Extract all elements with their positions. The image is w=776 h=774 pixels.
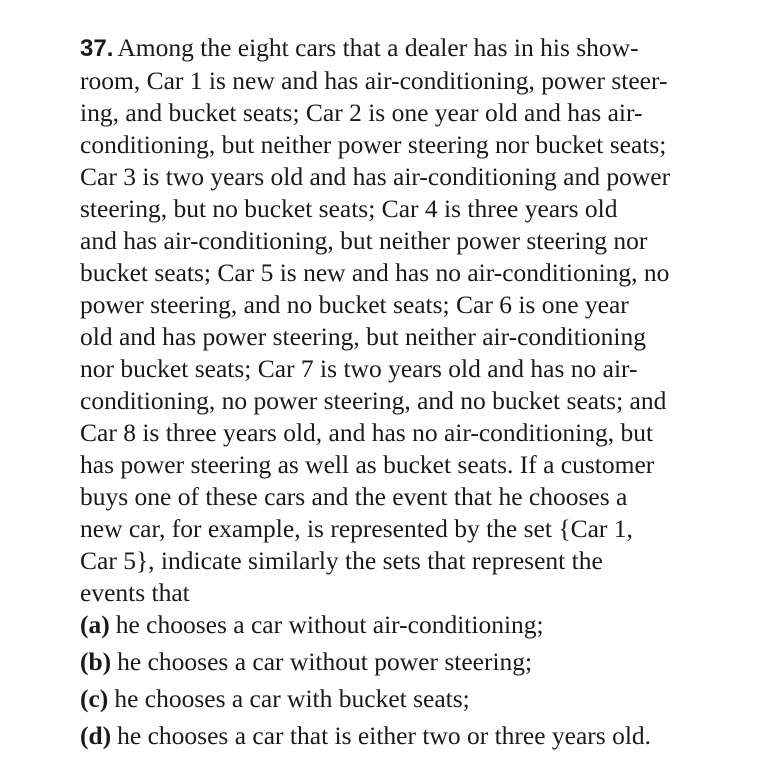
part-b: [80, 646, 762, 678]
statement-line: room, Car 1 is new and has air-conditioning, power steer-: [80, 66, 668, 95]
statement-line: buys one of these cars and the event that he chooses a: [80, 482, 628, 511]
statement-line: has power steering as well as bucket seats. If a customer: [80, 450, 655, 479]
part-c: [80, 683, 762, 715]
part-label: (b): [80, 647, 112, 676]
problem-block: [80, 32, 762, 752]
statement-line: nor bucket seats; Car 7 is two years old and has no air-: [80, 354, 638, 383]
part-text: he chooses a car without air-conditioning;: [115, 610, 544, 639]
problem-statement: [80, 32, 762, 609]
part-d: [80, 720, 762, 752]
problem-number: 37.: [80, 35, 114, 62]
statement-line: steering, but no bucket seats; Car 4 is three years old: [80, 194, 618, 223]
statement-line: ing, and bucket seats; Car 2 is one year old and has air-: [80, 98, 643, 127]
statement-line: conditioning, but neither power steering nor bucket seats;: [80, 130, 667, 159]
part-text: he chooses a car that is either two or three years old.: [117, 721, 652, 750]
part-label: (c): [80, 684, 109, 713]
statement-line: power steering, and no bucket seats; Car 6 is one year: [80, 290, 629, 319]
statement-line: Among the eight cars that a dealer has in his show-: [117, 33, 639, 62]
statement-line: and has air-conditioning, but neither power steering nor: [80, 226, 648, 255]
statement-line: Car 5}, indicate similarly the sets that represent the: [80, 546, 603, 575]
statement-line: old and has power steering, but neither air-conditioning: [80, 322, 647, 351]
part-label: (a): [80, 610, 110, 639]
statement-line: new car, for example, is represented by the set {Car 1,: [80, 514, 633, 543]
part-label: (d): [80, 721, 112, 750]
part-text: he chooses a car without power steering;: [117, 647, 533, 676]
problem-parts: [80, 609, 762, 752]
statement-line: Car 3 is two years old and has air-conditioning and power: [80, 162, 671, 191]
statement-line: events that: [80, 578, 190, 607]
statement-line: Car 8 is three years old, and has no air-conditioning, but: [80, 418, 654, 447]
statement-line: bucket seats; Car 5 is new and has no air-conditioning, no: [80, 258, 670, 287]
part-a: [80, 609, 762, 641]
part-text: he chooses a car with bucket seats;: [114, 684, 470, 713]
statement-line: conditioning, no power steering, and no bucket seats; and: [80, 386, 667, 415]
